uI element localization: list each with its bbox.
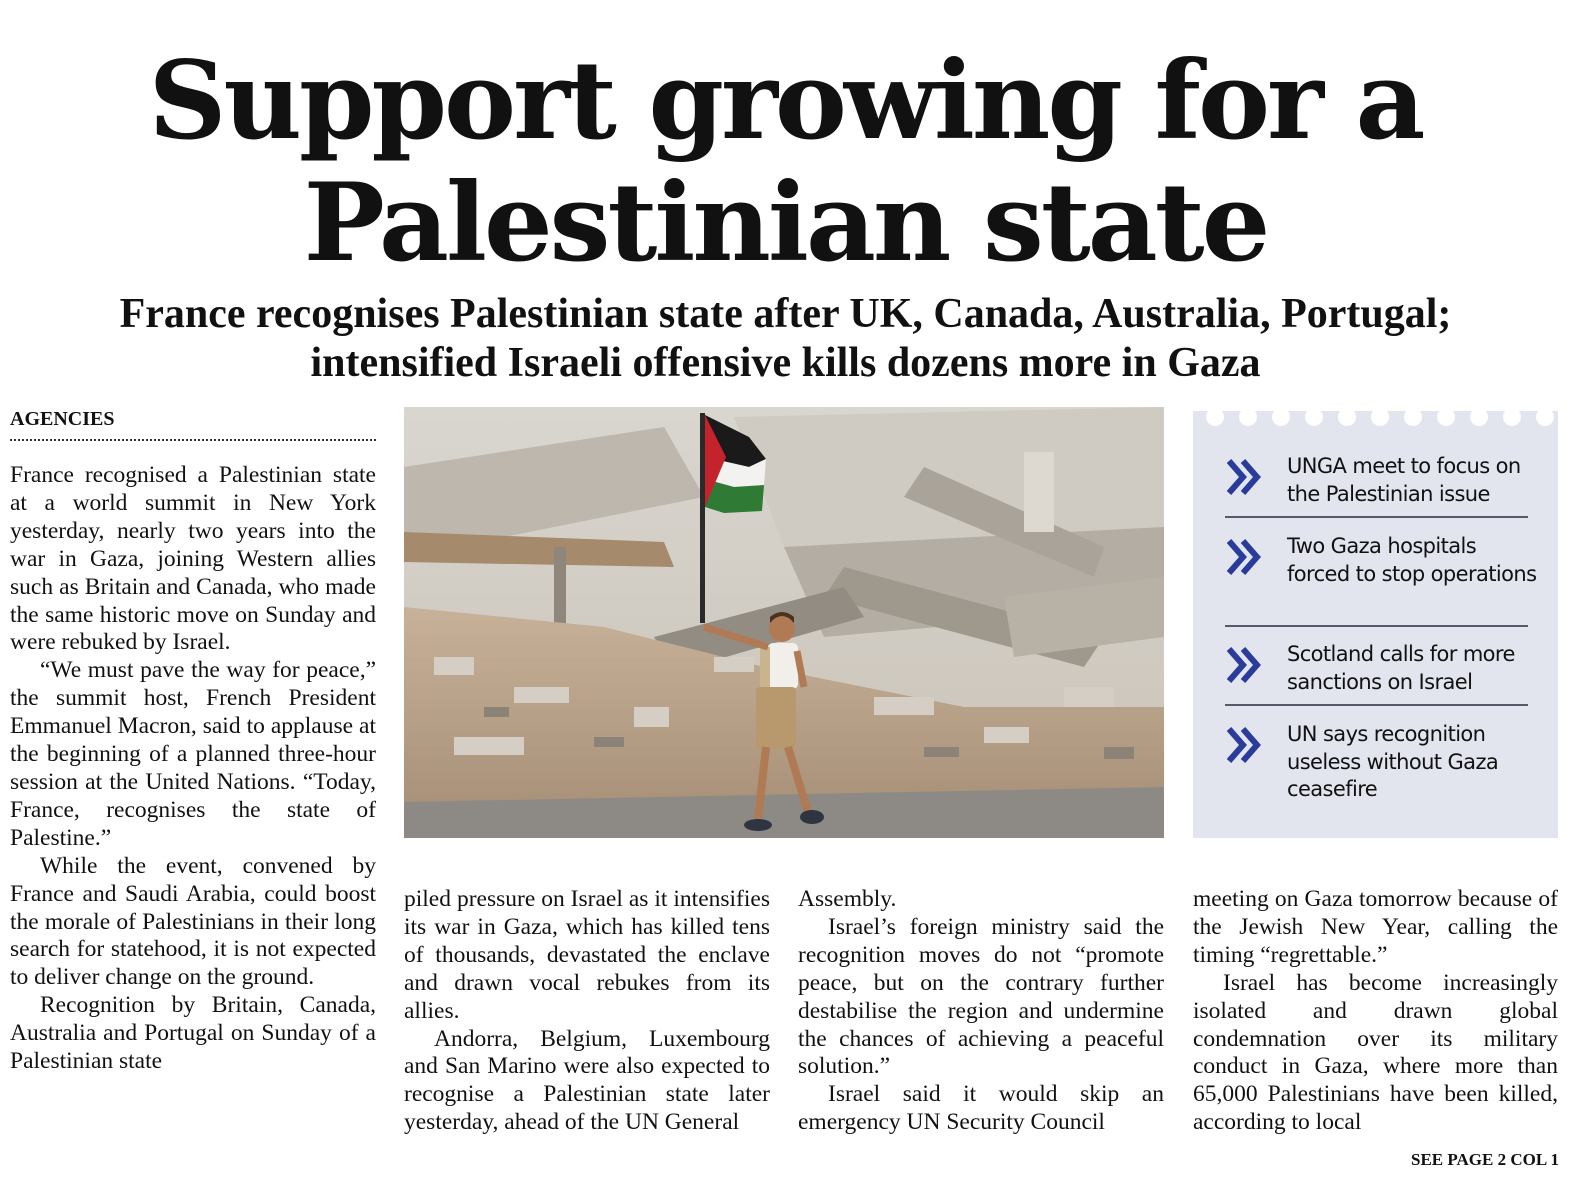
sidebar-item-scotland[interactable] bbox=[1225, 641, 1528, 696]
sidebar-item-un-recognition[interactable] bbox=[1225, 721, 1528, 806]
headline-line-2: Palestinian state bbox=[303, 160, 1268, 286]
article-column-2 bbox=[404, 886, 770, 1137]
paragraph: Israel has become increasingly isolated and drawn global condemnation over its military conduct in Gaza, where more than 65,000 Palestinians have been killed, according to local bbox=[1193, 969, 1558, 1136]
notepad-holes-decoration bbox=[1193, 407, 1558, 437]
sidebar-item-label: UNGA meet to focus on the Palestinian issue bbox=[1287, 454, 1521, 506]
boy-with-flag-image bbox=[404, 407, 1164, 838]
paragraph: France recognised a Palestinian state at a world summit in New York yesterday, nearly two years into the war in Gaza, joining Western allies such as Britain and Canada, who made the same historic move on Sunday and were rebuked by Israel. bbox=[10, 462, 376, 656]
double-chevron-right-icon bbox=[1225, 725, 1265, 765]
subheadline bbox=[0, 290, 1571, 388]
paragraph: Andorra, Belgium, Luxembourg and San Marino were also expected to recognise a Palestinian state later yesterday, ahead of the UN General bbox=[404, 1025, 770, 1136]
sidebar-item-label: Two Gaza hospitals forced to stop operations bbox=[1287, 534, 1537, 586]
sidebar-item-label: UN says recognition useless without Gaza ceasefire bbox=[1287, 722, 1499, 801]
paragraph: Israel said it would skip an emergency UN Security Council bbox=[798, 1081, 1164, 1136]
divider bbox=[1225, 516, 1528, 518]
double-chevron-right-icon bbox=[1225, 537, 1265, 577]
sidebar-item-label: Scotland calls for more sanctions on Israel bbox=[1287, 642, 1515, 694]
paragraph: While the event, convened by France and Saudi Arabia, could boost the morale of Palestinians in their long search for statehood, it is not expected to deliver change on the ground. bbox=[10, 852, 376, 991]
headline bbox=[0, 40, 1571, 284]
double-chevron-right-icon bbox=[1225, 457, 1265, 497]
divider bbox=[1225, 625, 1528, 627]
byline: AGENCIES bbox=[10, 408, 376, 441]
sidebar-item-hospitals[interactable] bbox=[1225, 533, 1537, 618]
article-column-4 bbox=[1193, 886, 1558, 1137]
paragraph: Israel’s foreign ministry said the recognition moves do not “promote peace, but on the contrary further destabilise the region and undermine the chances of achieving a peaceful solution.” bbox=[798, 913, 1164, 1080]
subhead-line-1: France recognises Palestinian state after UK, Canada, Australia, Portugal; bbox=[119, 291, 1452, 337]
double-chevron-right-icon bbox=[1225, 645, 1265, 685]
continued-on-page-link[interactable]: SEE PAGE 2 COL 1 bbox=[1411, 1150, 1559, 1169]
news-photo bbox=[404, 407, 1164, 838]
paragraph: meeting on Gaza tomorrow because of the Jewish New Year, calling the timing “regrettable.” bbox=[1193, 886, 1558, 968]
headline-line-1: Support growing for a bbox=[148, 38, 1423, 164]
related-stories-sidebar bbox=[1193, 407, 1558, 838]
paragraph: piled pressure on Israel as it intensifies its war in Gaza, which has killed tens of thousands, devastated the enclave and drawn vocal rebukes from its allies. bbox=[404, 886, 770, 1024]
article-column-3 bbox=[798, 886, 1164, 1137]
paragraph: “We must pave the way for peace,” the summit host, French President Emmanuel Macron, said to applause at the beginning of a planned three-hour session at the United Nations. “Today, France, recognises the state of Palestine.” bbox=[10, 657, 376, 851]
paragraph: Assembly. bbox=[798, 886, 897, 912]
divider bbox=[1225, 704, 1528, 706]
article-column-1 bbox=[10, 462, 376, 1076]
paragraph: Recognition by Britain, Canada, Australia and Portugal on Sunday of a Palestinian state bbox=[10, 992, 376, 1075]
sidebar-item-unga[interactable] bbox=[1225, 453, 1528, 508]
subhead-line-2: intensified Israeli offensive kills dozens more in Gaza bbox=[310, 340, 1261, 386]
